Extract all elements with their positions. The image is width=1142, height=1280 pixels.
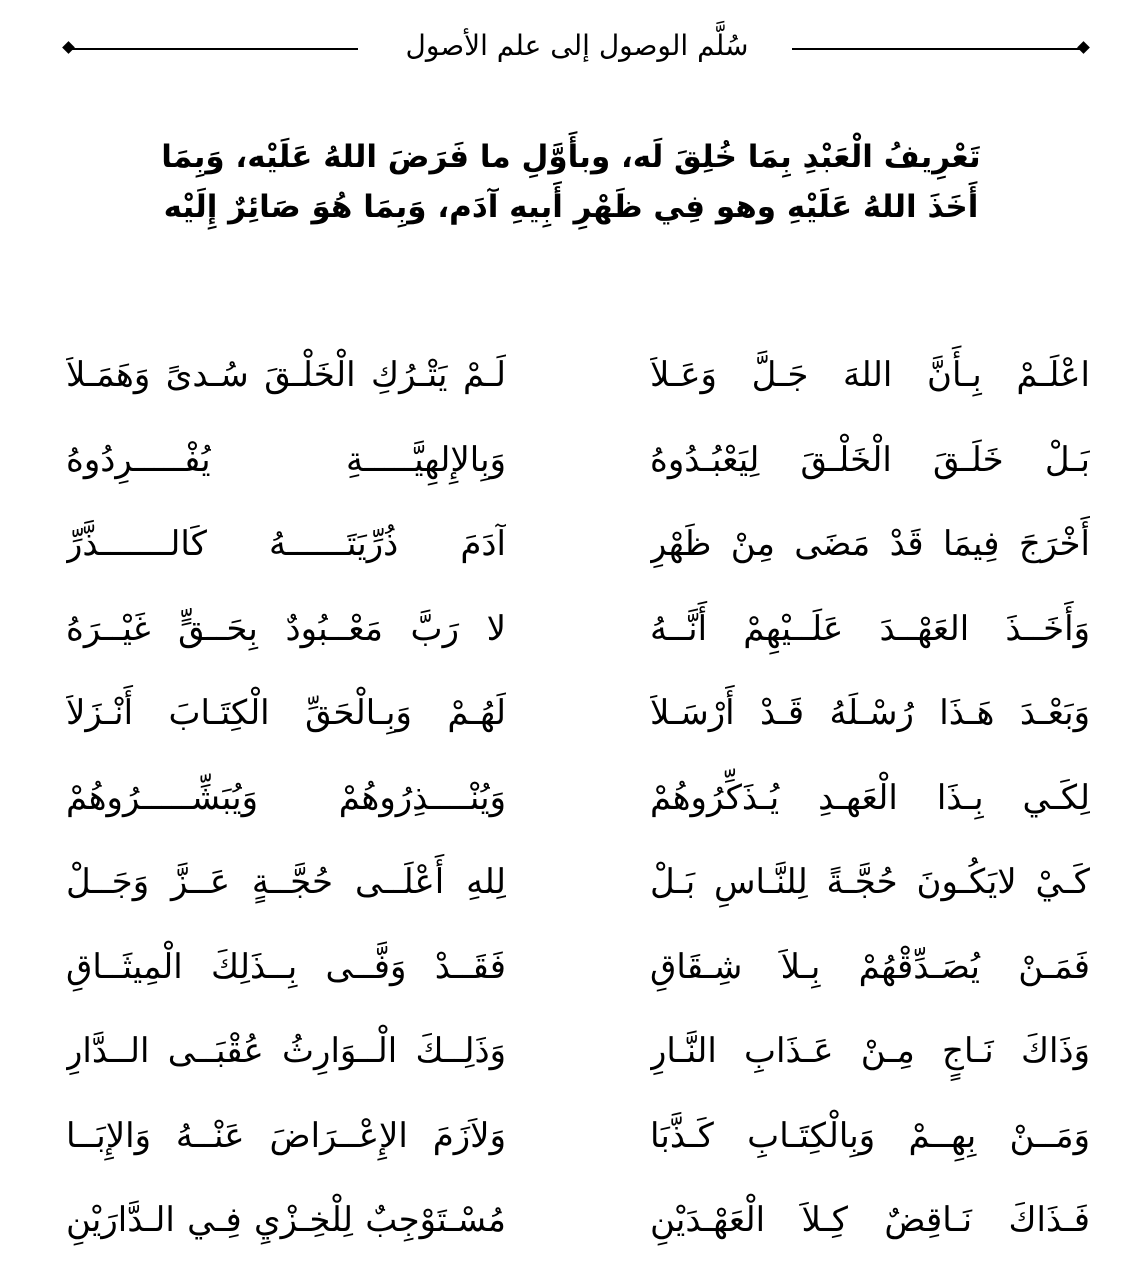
first-hemistich: وَمَــنْ بِهِــمْ وَبِالْكِتَـابِ كَـذَّبَا: [650, 1115, 1090, 1156]
chapter-heading-line: أَخَذَ اللهُ عَلَيْهِ وهو فِي ظَهْرِ أَبِيهِ آدَم، وَبِمَا هُوَ صَائِرٌ إِلَيْه: [163, 189, 979, 225]
verse-2: [66, 425, 1090, 510]
book-title: سُلَّم الوصول إلى علم الأصول: [405, 29, 749, 62]
verse-10: [66, 1101, 1090, 1186]
second-hemistich: وَلاَزَمَ الإِعْــرَاضَ عَنْــهُ وَالإِبَــا: [66, 1115, 506, 1156]
verse-7: [66, 847, 1090, 932]
second-hemistich: وَبِالإِلهِيَّـــــةِ يُفْـــــرِدُوهُ: [66, 439, 506, 480]
verse-4: [66, 594, 1090, 679]
first-hemistich: لِكَـي بِـذَا الْعَهـدِ يُـذَكِّرُوهُمْ: [650, 777, 1090, 818]
first-hemistich: وَبَعْـدَ هَـذَا رُسْـلَهُ قَـدْ أَرْسَـلاَ: [650, 693, 1090, 733]
first-hemistich: وَأَخَــذَ العَهْــدَ عَلَــيْهِمْ أَنَّــهُ: [650, 608, 1090, 649]
verse-5: [66, 678, 1090, 763]
second-hemistich: وَذَلِــكَ الْــوَارِثُ عُقْبَــى الــدَّارِ: [66, 1031, 506, 1071]
running-header: [62, 20, 1090, 76]
verse-1: [66, 340, 1090, 425]
verse-6: [66, 763, 1090, 848]
chapter-heading-line: تَعْرِيفُ الْعَبْدِ بِمَا خُلِقَ لَه، وبأَوَّلِ ما فَرَضَ اللهُ عَلَيْه، وَبِمَا: [161, 139, 981, 175]
poem-verses: [66, 340, 1090, 1270]
second-hemistich: لا رَبَّ مَعْــبُودٌ بِحَــقٍّ غَيْــرَهُ: [66, 608, 506, 649]
second-hemistich: لَـمْ يَتْـرُكِ الْخَلْـقَ سُـدىً وَهَمَـلاَ: [66, 355, 506, 395]
verse-9: [66, 1016, 1090, 1101]
first-hemistich: كَـيْ لايَكُـونَ حُجَّـةً لِلنَّـاسِ بَـلْ: [650, 862, 1090, 902]
first-hemistich: اعْلَـمْ بِـأَنَّ اللهَ جَـلَّ وَعَـلاَ: [650, 355, 1090, 395]
first-hemistich: فَـذَاكَ نَـاقِضٌ كِـلاَ الْعَهْـدَيْنِ: [650, 1200, 1090, 1240]
first-hemistich: أَخْرَجَ فِيمَا قَدْ مَضَى مِنْ ظَهْرِ: [650, 524, 1090, 564]
second-hemistich: لِلهِ أَعْلَــى حُجَّــةٍ عَــزَّ وَجَــلْ: [66, 862, 506, 902]
second-hemistich: مُسْـتَوْجِبٌ لِلْخِـزْيِ فِـي الـدَّارَيْنِ: [66, 1200, 506, 1240]
header-rule: [792, 48, 1082, 50]
chapter-heading: [110, 132, 1032, 232]
first-hemistich: وَذَاكَ نَـاجٍ مِـنْ عَـذَابِ النَّـارِ: [650, 1031, 1090, 1071]
verse-3: [66, 509, 1090, 594]
second-hemistich: وَيُنْــــذِرُوهُمْ وَيُبَشِّـــــرُوهُمْ: [66, 777, 506, 818]
verse-8: [66, 932, 1090, 1017]
first-hemistich: فَمَـنْ يُصَـدِّقْهُمْ بِـلاَ شِـقَاقِ: [650, 946, 1090, 987]
second-hemistich: لَهُـمْ وَبِـالْحَقِّ الْكِتَـابَ أَنْـزَلاَ: [66, 693, 506, 733]
diamond-ornament-icon: [1077, 41, 1090, 54]
second-hemistich: فَقَــدْ وَفَّــى بِــذَلِكَ الْمِيثَــاقِ: [66, 946, 506, 987]
first-hemistich: بَـلْ خَلَـقَ الْخَلْـقَ لِيَعْبُـدُوهُ: [650, 439, 1090, 480]
header-rule: [70, 48, 358, 50]
verse-11: [66, 1185, 1090, 1270]
second-hemistich: آدَمَ ذُرِّيَتَــــــهُ كَالـــــــذَّرِّ: [66, 524, 506, 564]
